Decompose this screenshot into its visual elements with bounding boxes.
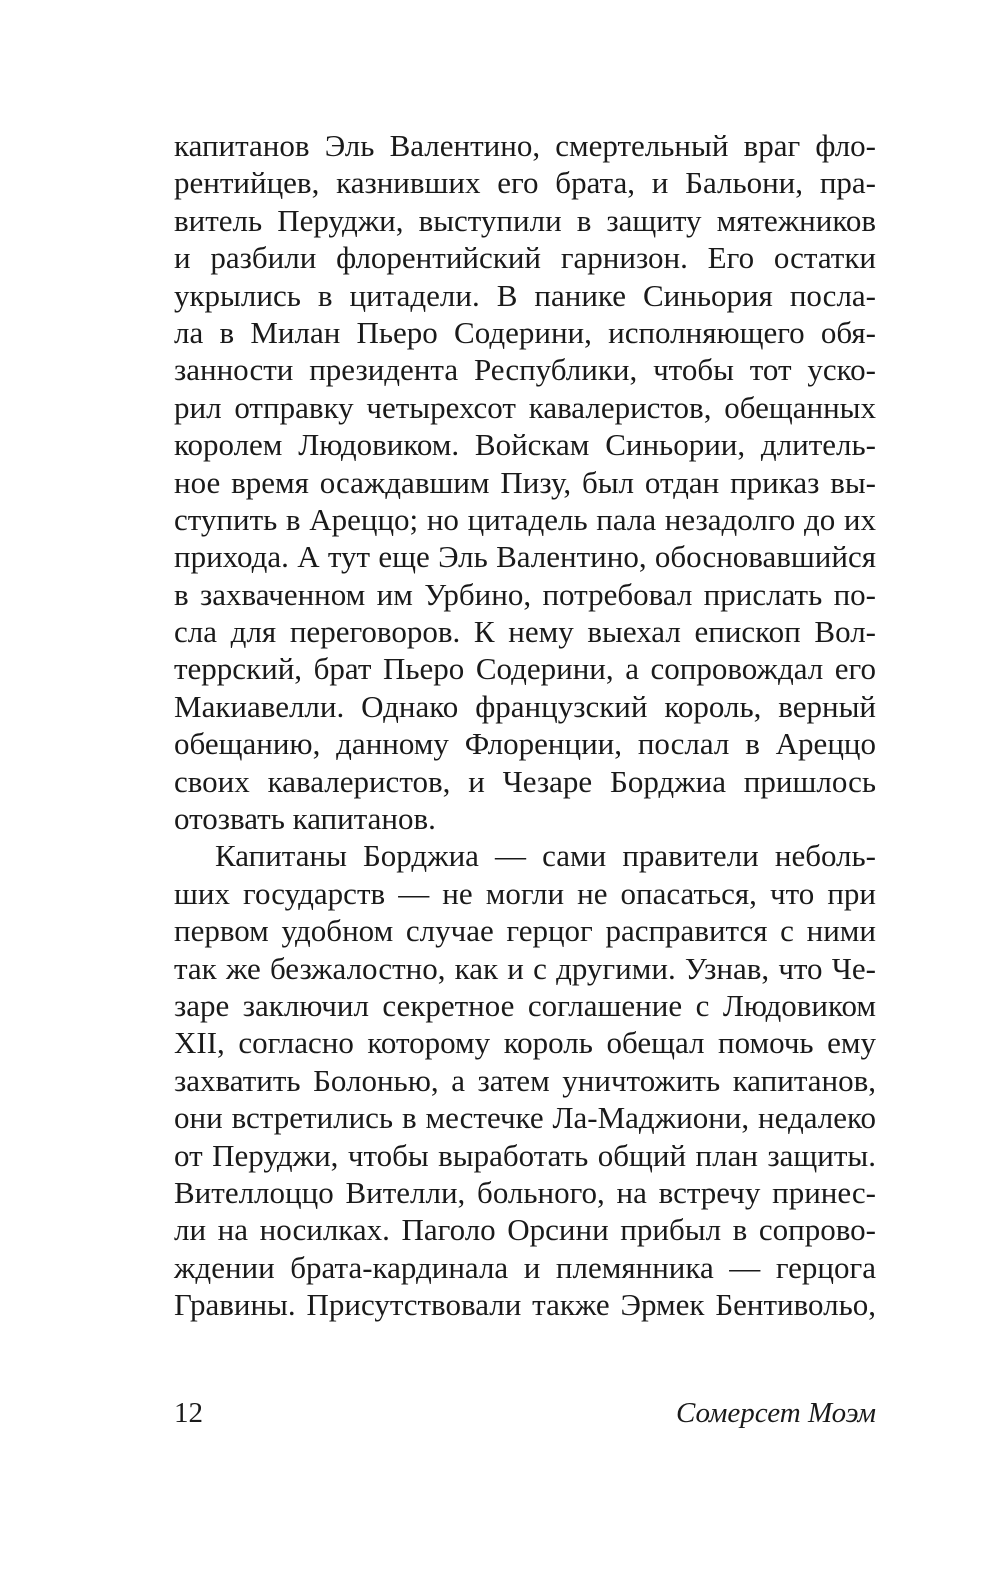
running-footer-author: Сомерсет Моэм <box>675 1397 876 1429</box>
text-line: ждении брата-кардинала и племянника — герцога <box>174 1249 876 1285</box>
text-line: занности президента Республики, чтобы тот уско- <box>174 352 876 388</box>
text-line: ли на носилках. Паголо Орсини прибыл в сопрово- <box>174 1212 876 1248</box>
text-line: XII, согласно которому король обещал помочь ему <box>174 1025 876 1061</box>
text-line: ное время осаждавшим Пизу, был отдан приказ вы- <box>174 464 876 500</box>
text-line: Капитаны Борджиа — сами правители неболь- <box>215 838 876 874</box>
text-line: от Перуджи, чтобы выработать общий план защиты. <box>174 1137 876 1173</box>
text-line: Гравины. Присутствовали также Эрмек Бентивольо, <box>174 1287 876 1323</box>
text-line: сла для переговоров. К нему выехал епископ Вол- <box>174 614 876 650</box>
text-line: обещанию, данному Флоренции, послал в Ареццо <box>174 726 876 762</box>
text-line: укрылись в цитадели. В панике Синьория посла- <box>174 277 876 313</box>
text-line: витель Перуджи, выступили в защиту мятежников <box>174 202 876 238</box>
text-line: ших государств — не могли не опасаться, что при <box>174 875 876 911</box>
text-line: рентийцев, казнивших его брата, и Бальони, пра- <box>174 165 876 201</box>
text-line: так же безжалостно, как и с другими. Узнав, что Че- <box>174 950 876 986</box>
text-line: первом удобном случае герцог расправится с ними <box>174 913 876 949</box>
text-line: рил отправку четырехсот кавалеристов, обещанных <box>174 389 876 425</box>
text-line: в захваченном им Урбино, потребовал прислать по- <box>174 576 876 612</box>
text-line: Макиавелли. Однако французский король, верный <box>174 688 876 724</box>
text-line: своих кавалеристов, и Чезаре Борджиа пришлось <box>174 763 876 799</box>
text-line: они встретились в местечке Ла-Маджиони, недалеко <box>174 1100 876 1136</box>
text-line: ла в Милан Пьеро Содерини, исполняющего обя- <box>174 314 876 350</box>
page-number: 12 <box>174 1397 203 1429</box>
text-line: и разбили флорентийский гарнизон. Его остатки <box>174 240 876 276</box>
text-line: Вителлоццо Вителли, больного, на встречу принес- <box>174 1174 876 1210</box>
text-line: капитанов Эль Валентино, смертельный враг фло- <box>174 128 876 163</box>
text-line: королем Людовиком. Войскам Синьории, длитель- <box>174 427 876 463</box>
text-line: прихода. А тут еще Эль Валентино, обосновавшийся <box>174 539 876 575</box>
body-text <box>174 127 876 1324</box>
text-line: захватить Болонью, а затем уничтожить капитанов, <box>174 1062 876 1098</box>
text-line: заре заключил секретное соглашение с Людовиком <box>174 987 876 1023</box>
text-line: ступить в Ареццо; но цитадель пала незадолго до их <box>174 501 876 537</box>
text-line: отозвать капитанов. <box>174 801 436 837</box>
text-line: террский, брат Пьеро Содерини, а сопровождал его <box>174 651 876 687</box>
